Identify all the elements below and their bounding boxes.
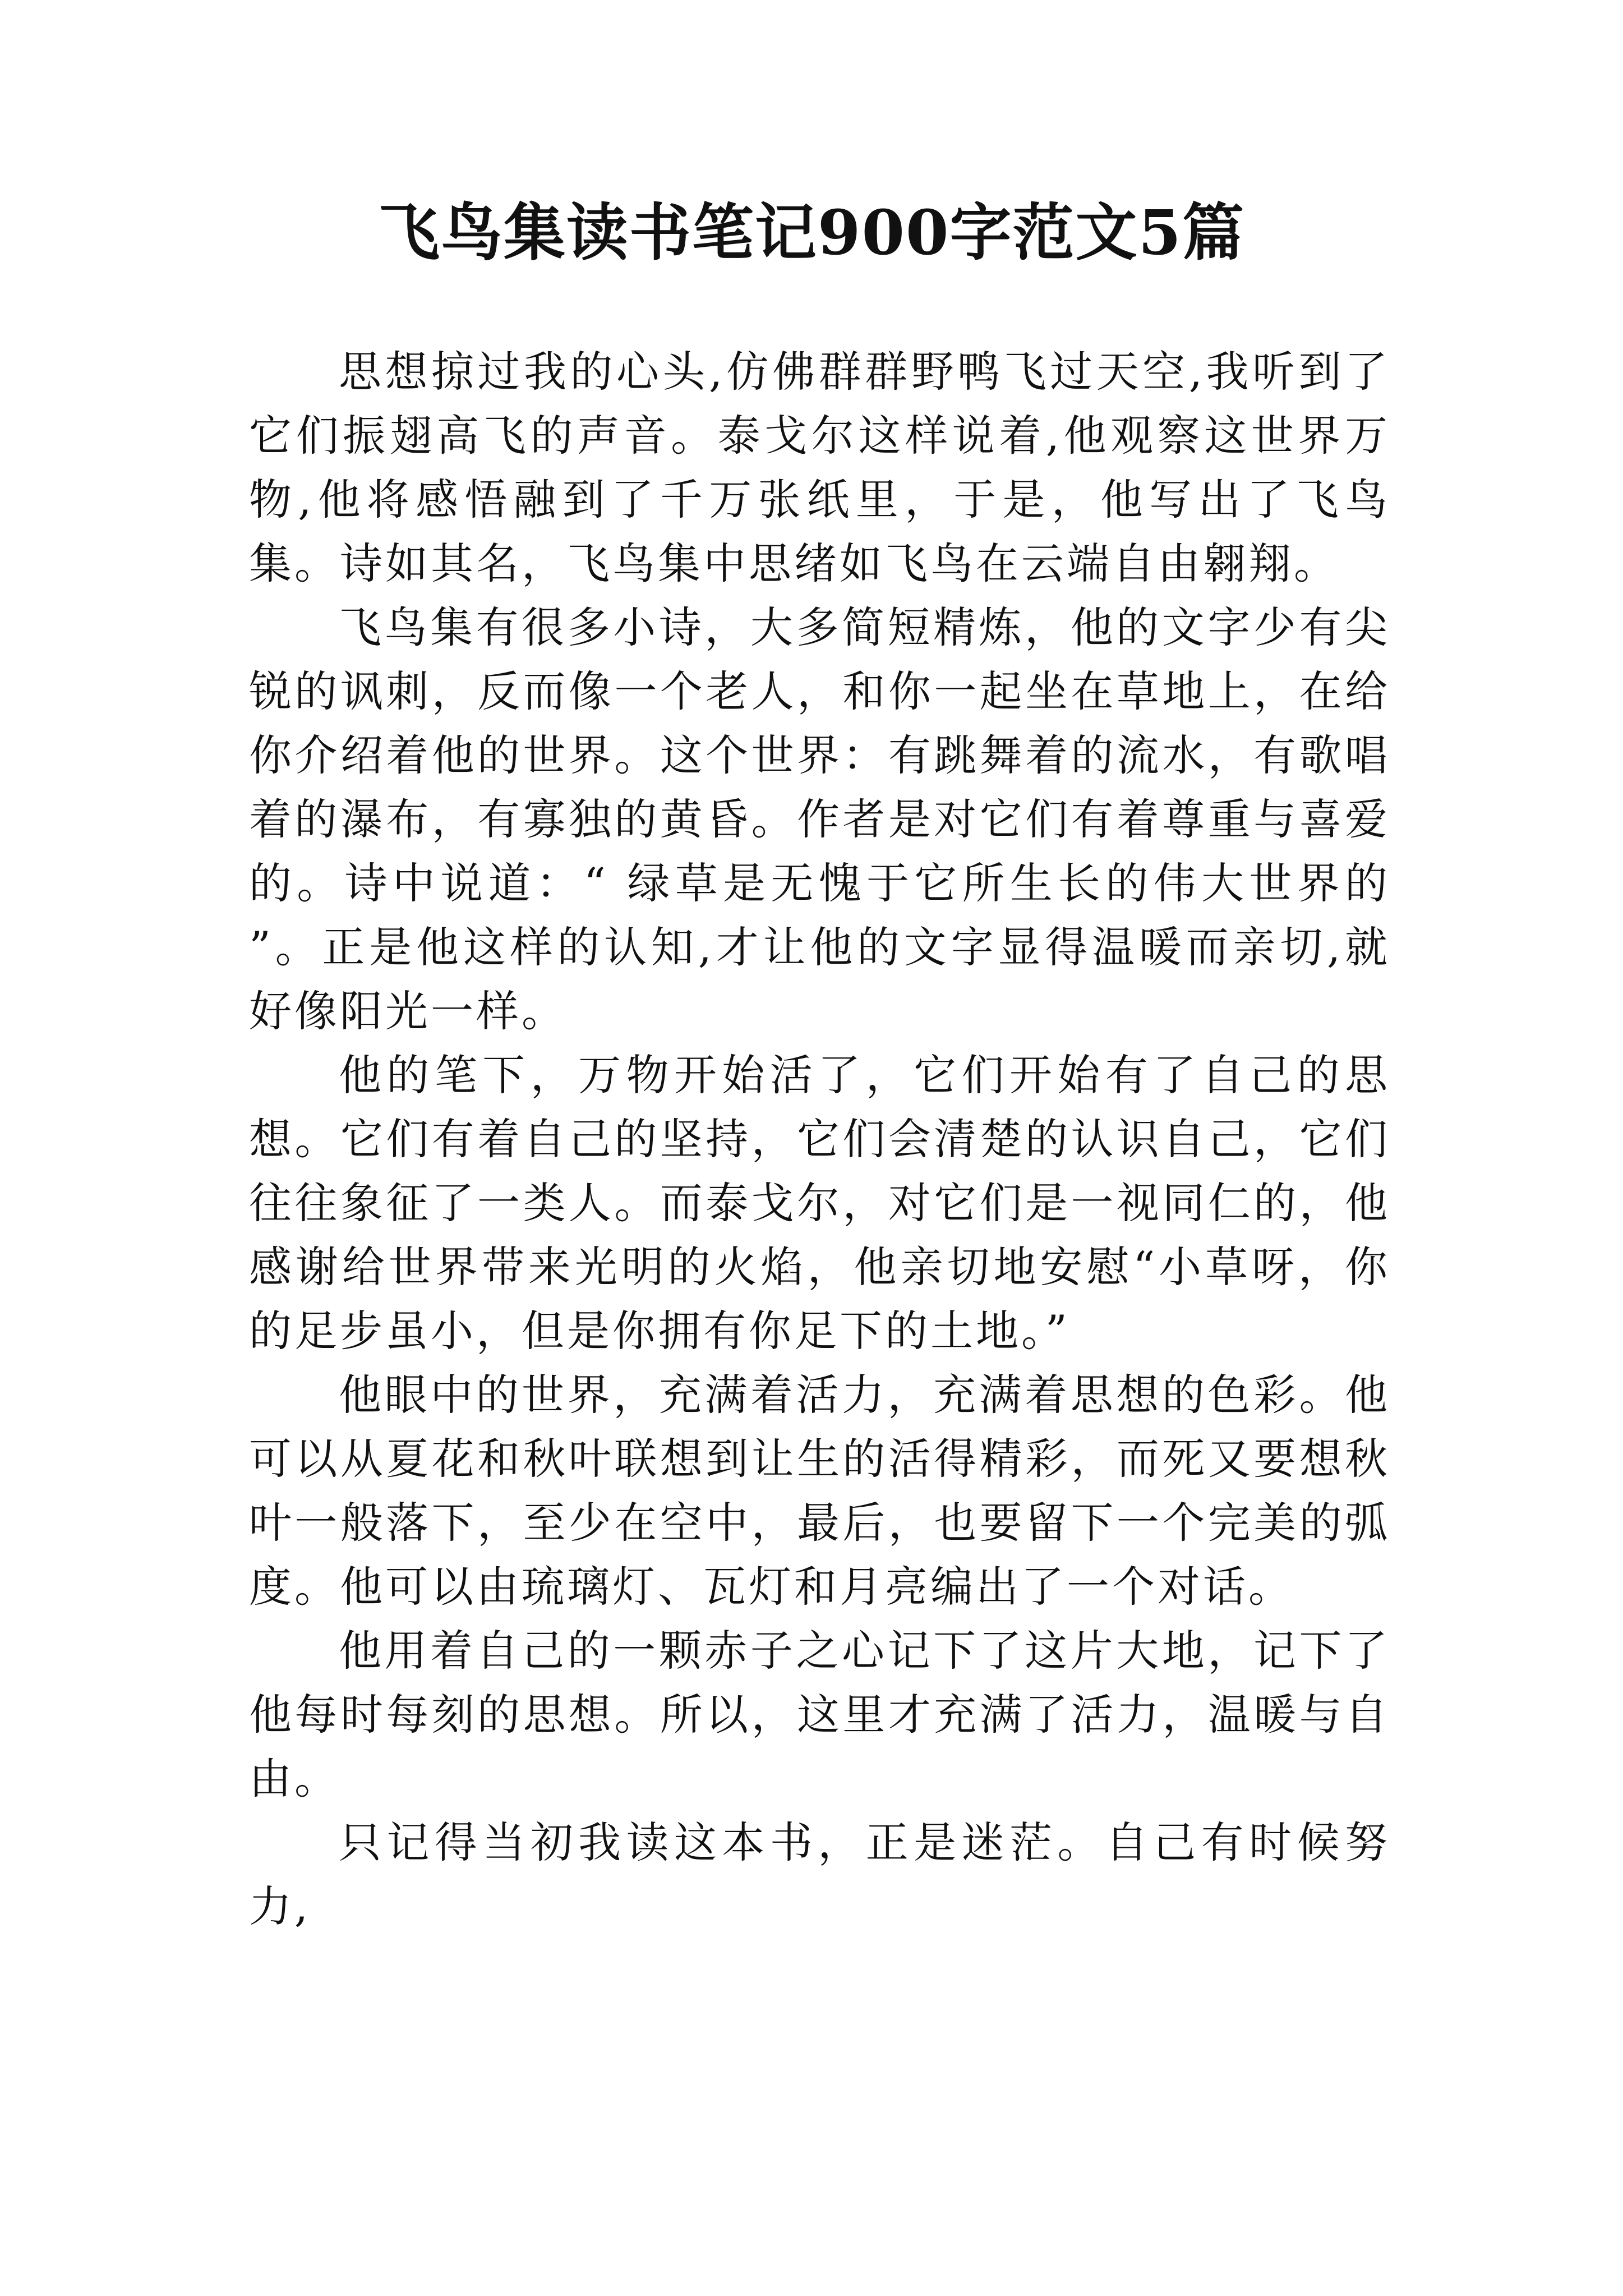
paragraph: 他用着自己的一颗赤子之心记下了这片大地，记下了他每时每刻的思想。所以，这里才充满了活力，温暖与自由。: [249, 1626, 1390, 1803]
paragraph: 思想掠过我的心头,仿佛群群野鸭飞过天空,我听到了它们振翅高飞的声音。泰戈尔这样说着,他观察这世界万物,他将感悟融到了千万张纸里，于是，他写出了飞鸟集。诗如其名，飞鸟集中思绪如飞鸟在云端自由翱翔。: [249, 347, 1390, 588]
document-body: [249, 340, 1390, 1939]
document-title: 飞鸟集读书笔记900字范文5篇: [377, 196, 1246, 269]
paragraph: 只记得当初我读这本书，正是迷茫。自己有时候努力,: [249, 1818, 1390, 1931]
paragraph: 他的笔下，万物开始活了，它们开始有了自己的思想。它们有着自己的坚持，它们会清楚的认识自己，它们往往象征了一类人。而泰戈尔，对它们是一视同仁的，他感谢给世界带来光明的火焰，他亲切地安慰“小草呀，你的足步虽小，但是你拥有你足下的土地。”: [249, 1050, 1390, 1356]
paragraph: 飞鸟集有很多小诗，大多简短精炼，他的文字少有尖锐的讽刺，反而像一个老人，和你一起坐在草地上，在给你介绍着他的世界。这个世界：有跳舞着的流水，有歌唱着的瀑布，有寡独的黄昏。作者是对它们有着尊重与喜爱的。诗中说道：“ 绿草是无愧于它所生长的伟大世界的 ”。正是他这样的认知,才让他的文字显得温暖而亲切,就好像阳光一样。: [249, 602, 1390, 1036]
paragraph: 他眼中的世界，充满着活力，充满着思想的色彩。他可以从夏花和秋叶联想到让生的活得精彩，而死又要想秋叶一般落下，至少在空中，最后，也要留下一个完美的弧度。他可以由琉璃灯、瓦灯和月亮编出了一个对话。: [249, 1370, 1390, 1612]
